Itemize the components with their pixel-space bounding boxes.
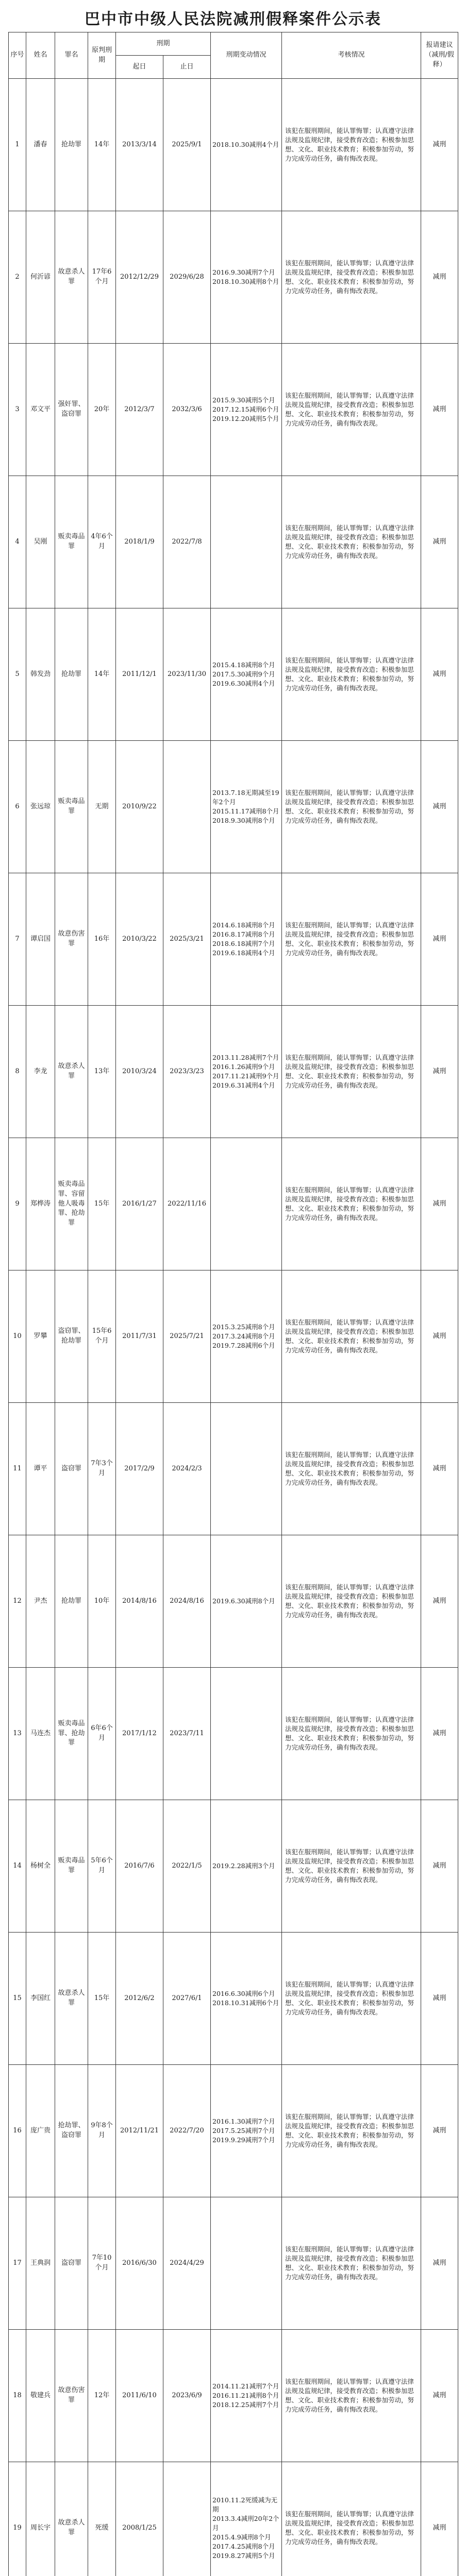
cell-seq: 5 bbox=[9, 608, 26, 741]
cell-changes: 2019.6.30减刑8个月 bbox=[211, 1535, 282, 1668]
cell-seq: 1 bbox=[9, 79, 26, 211]
cell-seq: 16 bbox=[9, 2065, 26, 2197]
cell-changes bbox=[211, 476, 282, 608]
cell-sentence: 16年 bbox=[88, 873, 116, 1006]
cell-changes bbox=[211, 2197, 282, 2330]
cell-seq: 9 bbox=[9, 1138, 26, 1270]
cell-crime: 盗窃罪 bbox=[55, 1403, 88, 1535]
cell-name: 周长宇 bbox=[26, 2462, 55, 2576]
cell-changes: 2013.7.18无期减至19年2个月 2015.11.17减刑8个月 2018.9.30减刑8个月 bbox=[211, 741, 282, 873]
cell-performance: 该犯在服刑期间，能认罪悔罪；认真遵守法律法规及监规纪律，接受教育改造；积极参加思想、文化、职业技术教育；积极参加劳动，努力完成劳动任务，确有悔改表现。 bbox=[282, 476, 421, 608]
table-row bbox=[9, 608, 458, 741]
table-row bbox=[9, 79, 458, 211]
cell-sentence: 15年 bbox=[88, 1138, 116, 1270]
cell-sentence: 14年 bbox=[88, 79, 116, 211]
cell-end-date: 2024/4/29 bbox=[163, 2197, 211, 2330]
cell-changes: 2010.11.2死缓减为无期 2013.3.4减刑20年2个月 2015.4.9减刑8个月 2017.4.25减刑8个月 2019.8.27减刑5个月 bbox=[211, 2462, 282, 2576]
table-row bbox=[9, 1535, 458, 1668]
cell-performance: 该犯在服刑期间，能认罪悔罪；认真遵守法律法规及监规纪律，接受教育改造；积极参加思想、文化、职业技术教育；积极参加劳动，努力完成劳动任务，确有悔改表现。 bbox=[282, 2065, 421, 2197]
cell-crime: 贩卖毒品罪、容留他人吸毒罪、抢劫罪 bbox=[55, 1138, 88, 1270]
cell-end-date: 2025/9/1 bbox=[163, 79, 211, 211]
cell-crime: 抢劫罪 bbox=[55, 1535, 88, 1668]
cell-performance: 该犯在服刑期间，能认罪悔罪；认真遵守法律法规及监规纪律，接受教育改造；积极参加思想、文化、职业技术教育；积极参加劳动，努力完成劳动任务，确有悔改表现。 bbox=[282, 79, 421, 211]
cell-seq: 6 bbox=[9, 741, 26, 873]
table-row bbox=[9, 1270, 458, 1403]
cell-performance: 该犯在服刑期间，能认罪悔罪；认真遵守法律法规及监规纪律，接受教育改造；积极参加思想、文化、职业技术教育；积极参加劳动，努力完成劳动任务，确有悔改表现。 bbox=[282, 2197, 421, 2330]
cell-end-date: 2032/3/6 bbox=[163, 344, 211, 476]
cell-sentence: 7年10个月 bbox=[88, 2197, 116, 2330]
header-sentence: 原判刑期 bbox=[88, 32, 116, 79]
cell-name: 潘春 bbox=[26, 79, 55, 211]
cell-proposal: 减刑 bbox=[421, 79, 458, 211]
header-start-date: 起日 bbox=[116, 56, 163, 79]
cell-changes: 2016.6.30减刑6个月 2018.10.31减刑6个月 bbox=[211, 1933, 282, 2065]
table-row bbox=[9, 1668, 458, 1800]
cell-crime: 故意杀人罪 bbox=[55, 1006, 88, 1138]
cell-name: 谭平 bbox=[26, 1403, 55, 1535]
cell-end-date: 2022/11/16 bbox=[163, 1138, 211, 1270]
cell-proposal: 减刑 bbox=[421, 873, 458, 1006]
cell-proposal: 减刑 bbox=[421, 1006, 458, 1138]
cell-name: 王典润 bbox=[26, 2197, 55, 2330]
cell-sentence: 12年 bbox=[88, 2330, 116, 2462]
cell-seq: 4 bbox=[9, 476, 26, 608]
cell-sentence: 死缓 bbox=[88, 2462, 116, 2576]
cell-end-date: 2027/6/1 bbox=[163, 1933, 211, 2065]
cell-sentence: 10年 bbox=[88, 1535, 116, 1668]
cell-name: 罗攀 bbox=[26, 1270, 55, 1403]
cell-name: 马连杰 bbox=[26, 1668, 55, 1800]
cell-name: 李国红 bbox=[26, 1933, 55, 2065]
cell-performance: 该犯在服刑期间，能认罪悔罪；认真遵守法律法规及监规纪律，接受教育改造；积极参加思想、文化、职业技术教育；积极参加劳动，努力完成劳动任务，确有悔改表现。 bbox=[282, 741, 421, 873]
cell-start-date: 2017/2/9 bbox=[116, 1403, 163, 1535]
cell-start-date: 2012/12/29 bbox=[116, 211, 163, 344]
commutation-table bbox=[8, 32, 458, 2576]
cell-name: 郑桦涛 bbox=[26, 1138, 55, 1270]
cell-performance: 该犯在服刑期间，能认罪悔罪；认真遵守法律法规及监规纪律，接受教育改造；积极参加思想、文化、职业技术教育；积极参加劳动，努力完成劳动任务，确有悔改表现。 bbox=[282, 1933, 421, 2065]
cell-changes bbox=[211, 1138, 282, 1270]
cell-crime: 故意杀人罪 bbox=[55, 2462, 88, 2576]
table-header-row bbox=[9, 32, 458, 56]
cell-changes bbox=[211, 1668, 282, 1800]
cell-crime: 盗窃罪、抢劫罪 bbox=[55, 1270, 88, 1403]
cell-performance: 该犯在服刑期间，能认罪悔罪；认真遵守法律法规及监规纪律，接受教育改造；积极参加思想、文化、职业技术教育；积极参加劳动，努力完成劳动任务，确有悔改表现。 bbox=[282, 2330, 421, 2462]
header-end-date: 止日 bbox=[163, 56, 211, 79]
table-row bbox=[9, 1138, 458, 1270]
cell-start-date: 2011/12/1 bbox=[116, 608, 163, 741]
table-row bbox=[9, 1006, 458, 1138]
cell-start-date: 2016/7/6 bbox=[116, 1800, 163, 1933]
cell-end-date: 2022/7/20 bbox=[163, 2065, 211, 2197]
cell-name: 李龙 bbox=[26, 1006, 55, 1138]
cell-sentence: 无期 bbox=[88, 741, 116, 873]
cell-changes: 2019.2.28减刑3个月 bbox=[211, 1800, 282, 1933]
cell-changes: 2013.11.28减刑7个月 2016.1.26减刑9个月 2017.11.21减刑9个月 2019.6.31减刑4个月 bbox=[211, 1006, 282, 1138]
cell-proposal: 减刑 bbox=[421, 1403, 458, 1535]
cell-seq: 15 bbox=[9, 1933, 26, 2065]
cell-proposal: 减刑 bbox=[421, 608, 458, 741]
header-crime: 罪名 bbox=[55, 32, 88, 79]
cell-performance: 该犯在服刑期间，能认罪悔罪；认真遵守法律法规及监规纪律，接受教育改造；积极参加思想、文化、职业技术教育；积极参加劳动，努力完成劳动任务，确有悔改表现。 bbox=[282, 2462, 421, 2576]
cell-crime: 故意杀人罪 bbox=[55, 211, 88, 344]
table-row bbox=[9, 1403, 458, 1535]
document-title: 巴中市中级人民法院减刑假释案件公示表 bbox=[85, 10, 381, 28]
cell-crime: 抢劫罪 bbox=[55, 608, 88, 741]
cell-end-date: 2023/11/30 bbox=[163, 608, 211, 741]
cell-proposal: 减刑 bbox=[421, 344, 458, 476]
cell-end-date bbox=[163, 741, 211, 873]
header-name: 姓名 bbox=[26, 32, 55, 79]
cell-name: 张远琼 bbox=[26, 741, 55, 873]
cell-changes: 2015.3.25减刑8个月 2017.3.24减刑8个月 2019.7.28减刑6个月 bbox=[211, 1270, 282, 1403]
cell-start-date: 2010/9/22 bbox=[116, 741, 163, 873]
header-term-group: 刑期 bbox=[116, 32, 211, 56]
cell-changes: 2018.10.30减刑4个月 bbox=[211, 79, 282, 211]
header-seq: 序号 bbox=[9, 32, 26, 79]
cell-end-date: 2024/8/16 bbox=[163, 1535, 211, 1668]
cell-sentence: 15年6个月 bbox=[88, 1270, 116, 1403]
cell-end-date: 2023/6/9 bbox=[163, 2330, 211, 2462]
cell-proposal: 减刑 bbox=[421, 211, 458, 344]
table-row bbox=[9, 2330, 458, 2462]
table-row bbox=[9, 211, 458, 344]
cell-proposal: 减刑 bbox=[421, 476, 458, 608]
cell-proposal: 减刑 bbox=[421, 1270, 458, 1403]
cell-start-date: 2008/1/25 bbox=[116, 2462, 163, 2576]
cell-start-date: 2010/3/22 bbox=[116, 873, 163, 1006]
table-row bbox=[9, 476, 458, 608]
cell-changes: 2016.9.30减刑7个月 2018.10.30减刑8个月 bbox=[211, 211, 282, 344]
cell-crime: 强奸罪、盗窃罪 bbox=[55, 344, 88, 476]
cell-seq: 14 bbox=[9, 1800, 26, 1933]
cell-end-date: 2022/1/5 bbox=[163, 1800, 211, 1933]
cell-performance: 该犯在服刑期间，能认罪悔罪；认真遵守法律法规及监规纪律，接受教育改造；积极参加思想、文化、职业技术教育；积极参加劳动，努力完成劳动任务，确有悔改表现。 bbox=[282, 608, 421, 741]
cell-performance: 该犯在服刑期间，能认罪悔罪；认真遵守法律法规及监规纪律，接受教育改造；积极参加思想、文化、职业技术教育；积极参加劳动，努力完成劳动任务，确有悔改表现。 bbox=[282, 344, 421, 476]
cell-changes: 2015.4.18减刑8个月 2017.5.30减刑9个月 2019.6.30减刑4个月 bbox=[211, 608, 282, 741]
cell-sentence: 13年 bbox=[88, 1006, 116, 1138]
cell-sentence: 14年 bbox=[88, 608, 116, 741]
cell-start-date: 2011/6/10 bbox=[116, 2330, 163, 2462]
cell-sentence: 7年3个月 bbox=[88, 1403, 116, 1535]
table-row bbox=[9, 344, 458, 476]
cell-name: 邓文平 bbox=[26, 344, 55, 476]
cell-end-date: 2022/7/8 bbox=[163, 476, 211, 608]
cell-proposal: 减刑 bbox=[421, 1933, 458, 2065]
cell-proposal: 减刑 bbox=[421, 2197, 458, 2330]
cell-end-date: 2029/6/28 bbox=[163, 211, 211, 344]
cell-performance: 该犯在服刑期间，能认罪悔罪；认真遵守法律法规及监规纪律，接受教育改造；积极参加思想、文化、职业技术教育；积极参加劳动，努力完成劳动任务，确有悔改表现。 bbox=[282, 873, 421, 1006]
table-row bbox=[9, 2462, 458, 2576]
cell-start-date: 2017/1/12 bbox=[116, 1668, 163, 1800]
cell-changes: 2014.11.21减刑7个月 2016.11.21减刑8个月 2018.12.25减刑7个月 bbox=[211, 2330, 282, 2462]
table-row bbox=[9, 873, 458, 1006]
cell-seq: 18 bbox=[9, 2330, 26, 2462]
cell-crime: 盗窃罪 bbox=[55, 2197, 88, 2330]
cell-crime: 贩卖毒品罪 bbox=[55, 476, 88, 608]
cell-performance: 该犯在服刑期间，能认罪悔罪；认真遵守法律法规及监规纪律，接受教育改造；积极参加思想、文化、职业技术教育；积极参加劳动，努力完成劳动任务，确有悔改表现。 bbox=[282, 211, 421, 344]
cell-seq: 13 bbox=[9, 1668, 26, 1800]
cell-crime: 贩卖毒品罪 bbox=[55, 1800, 88, 1933]
header-performance: 考核情况 bbox=[282, 32, 421, 79]
cell-performance: 该犯在服刑期间，能认罪悔罪；认真遵守法律法规及监规纪律，接受教育改造；积极参加思想、文化、职业技术教育；积极参加劳动，努力完成劳动任务，确有悔改表现。 bbox=[282, 1668, 421, 1800]
cell-end-date bbox=[163, 2462, 211, 2576]
table-row bbox=[9, 1800, 458, 1933]
cell-name: 谭启国 bbox=[26, 873, 55, 1006]
cell-sentence: 20年 bbox=[88, 344, 116, 476]
cell-crime: 抢劫罪、盗窃罪 bbox=[55, 2065, 88, 2197]
cell-performance: 该犯在服刑期间，能认罪悔罪；认真遵守法律法规及监规纪律，接受教育改造；积极参加思想、文化、职业技术教育；积极参加劳动，努力完成劳动任务，确有悔改表现。 bbox=[282, 1800, 421, 1933]
cell-seq: 2 bbox=[9, 211, 26, 344]
cell-seq: 8 bbox=[9, 1006, 26, 1138]
cell-start-date: 2012/6/2 bbox=[116, 1933, 163, 2065]
cell-name: 敬建兵 bbox=[26, 2330, 55, 2462]
cell-seq: 11 bbox=[9, 1403, 26, 1535]
cell-performance: 该犯在服刑期间，能认罪悔罪；认真遵守法律法规及监规纪律，接受教育改造；积极参加思想、文化、职业技术教育；积极参加劳动，努力完成劳动任务，确有悔改表现。 bbox=[282, 1138, 421, 1270]
cell-name: 杨树全 bbox=[26, 1800, 55, 1933]
cell-changes: 2015.9.30减刑5个月 2017.12.15减刑6个月 2019.12.20减刑5个月 bbox=[211, 344, 282, 476]
cell-proposal: 减刑 bbox=[421, 1668, 458, 1800]
cell-name: 吴刚 bbox=[26, 476, 55, 608]
cell-seq: 7 bbox=[9, 873, 26, 1006]
cell-crime: 贩卖毒品罪 bbox=[55, 741, 88, 873]
cell-name: 庞广贵 bbox=[26, 2065, 55, 2197]
cell-changes: 2014.6.18减刑8个月 2016.8.17减刑8个月 2018.6.18减刑7个月 2019.6.18减刑4个月 bbox=[211, 873, 282, 1006]
cell-crime: 抢劫罪 bbox=[55, 79, 88, 211]
cell-name: 何沂谚 bbox=[26, 211, 55, 344]
cell-seq: 19 bbox=[9, 2462, 26, 2576]
cell-sentence: 5年6个月 bbox=[88, 1800, 116, 1933]
cell-end-date: 2025/7/21 bbox=[163, 1270, 211, 1403]
cell-sentence: 4年6个月 bbox=[88, 476, 116, 608]
cell-proposal: 减刑 bbox=[421, 1535, 458, 1668]
cell-performance: 该犯在服刑期间，能认罪悔罪；认真遵守法律法规及监规纪律，接受教育改造；积极参加思想、文化、职业技术教育；积极参加劳动，努力完成劳动任务，确有悔改表现。 bbox=[282, 1403, 421, 1535]
cell-seq: 3 bbox=[9, 344, 26, 476]
cell-seq: 17 bbox=[9, 2197, 26, 2330]
table-row bbox=[9, 2197, 458, 2330]
table-row bbox=[9, 2065, 458, 2197]
cell-proposal: 减刑 bbox=[421, 2462, 458, 2576]
cell-start-date: 2014/8/16 bbox=[116, 1535, 163, 1668]
cell-start-date: 2011/7/31 bbox=[116, 1270, 163, 1403]
table-body bbox=[9, 79, 458, 2576]
cell-sentence: 9年8个月 bbox=[88, 2065, 116, 2197]
cell-changes bbox=[211, 1403, 282, 1535]
cell-crime: 故意伤害罪 bbox=[55, 2330, 88, 2462]
header-proposal: 报请建议（减刑/假释） bbox=[421, 32, 458, 79]
cell-start-date: 2012/3/7 bbox=[116, 344, 163, 476]
cell-name: 尹杰 bbox=[26, 1535, 55, 1668]
cell-performance: 该犯在服刑期间，能认罪悔罪；认真遵守法律法规及监规纪律，接受教育改造；积极参加思想、文化、职业技术教育；积极参加劳动，努力完成劳动任务，确有悔改表现。 bbox=[282, 1006, 421, 1138]
cell-start-date: 2016/6/30 bbox=[116, 2197, 163, 2330]
cell-end-date: 2023/3/23 bbox=[163, 1006, 211, 1138]
cell-start-date: 2010/3/24 bbox=[116, 1006, 163, 1138]
cell-sentence: 6年6个月 bbox=[88, 1668, 116, 1800]
cell-proposal: 减刑 bbox=[421, 1138, 458, 1270]
table-row bbox=[9, 1933, 458, 2065]
cell-performance: 该犯在服刑期间，能认罪悔罪；认真遵守法律法规及监规纪律，接受教育改造；积极参加思想、文化、职业技术教育；积极参加劳动，努力完成劳动任务，确有悔改表现。 bbox=[282, 1270, 421, 1403]
cell-end-date: 2023/7/11 bbox=[163, 1668, 211, 1800]
cell-start-date: 2016/1/27 bbox=[116, 1138, 163, 1270]
cell-seq: 12 bbox=[9, 1535, 26, 1668]
cell-proposal: 减刑 bbox=[421, 741, 458, 873]
cell-sentence: 15年 bbox=[88, 1933, 116, 2065]
cell-proposal: 减刑 bbox=[421, 2330, 458, 2462]
table-row bbox=[9, 741, 458, 873]
cell-name: 韩发劲 bbox=[26, 608, 55, 741]
cell-proposal: 减刑 bbox=[421, 1800, 458, 1933]
cell-crime: 贩卖毒品罪、抢劫罪 bbox=[55, 1668, 88, 1800]
cell-start-date: 2013/3/14 bbox=[116, 79, 163, 211]
cell-crime: 故意杀人罪 bbox=[55, 1933, 88, 2065]
header-changes: 刑期变动情况 bbox=[211, 32, 282, 79]
cell-end-date: 2025/3/21 bbox=[163, 873, 211, 1006]
cell-sentence: 17年6个月 bbox=[88, 211, 116, 344]
cell-changes: 2016.1.30减刑7个月 2017.5.25减刑7个月 2019.9.29减刑7个月 bbox=[211, 2065, 282, 2197]
cell-crime: 故意伤害罪 bbox=[55, 873, 88, 1006]
cell-start-date: 2012/11/21 bbox=[116, 2065, 163, 2197]
cell-proposal: 减刑 bbox=[421, 2065, 458, 2197]
cell-seq: 10 bbox=[9, 1270, 26, 1403]
cell-start-date: 2018/1/9 bbox=[116, 476, 163, 608]
cell-performance: 该犯在服刑期间，能认罪悔罪；认真遵守法律法规及监规纪律，接受教育改造；积极参加思想、文化、职业技术教育；积极参加劳动，努力完成劳动任务，确有悔改表现。 bbox=[282, 1535, 421, 1668]
cell-end-date: 2024/2/3 bbox=[163, 1403, 211, 1535]
